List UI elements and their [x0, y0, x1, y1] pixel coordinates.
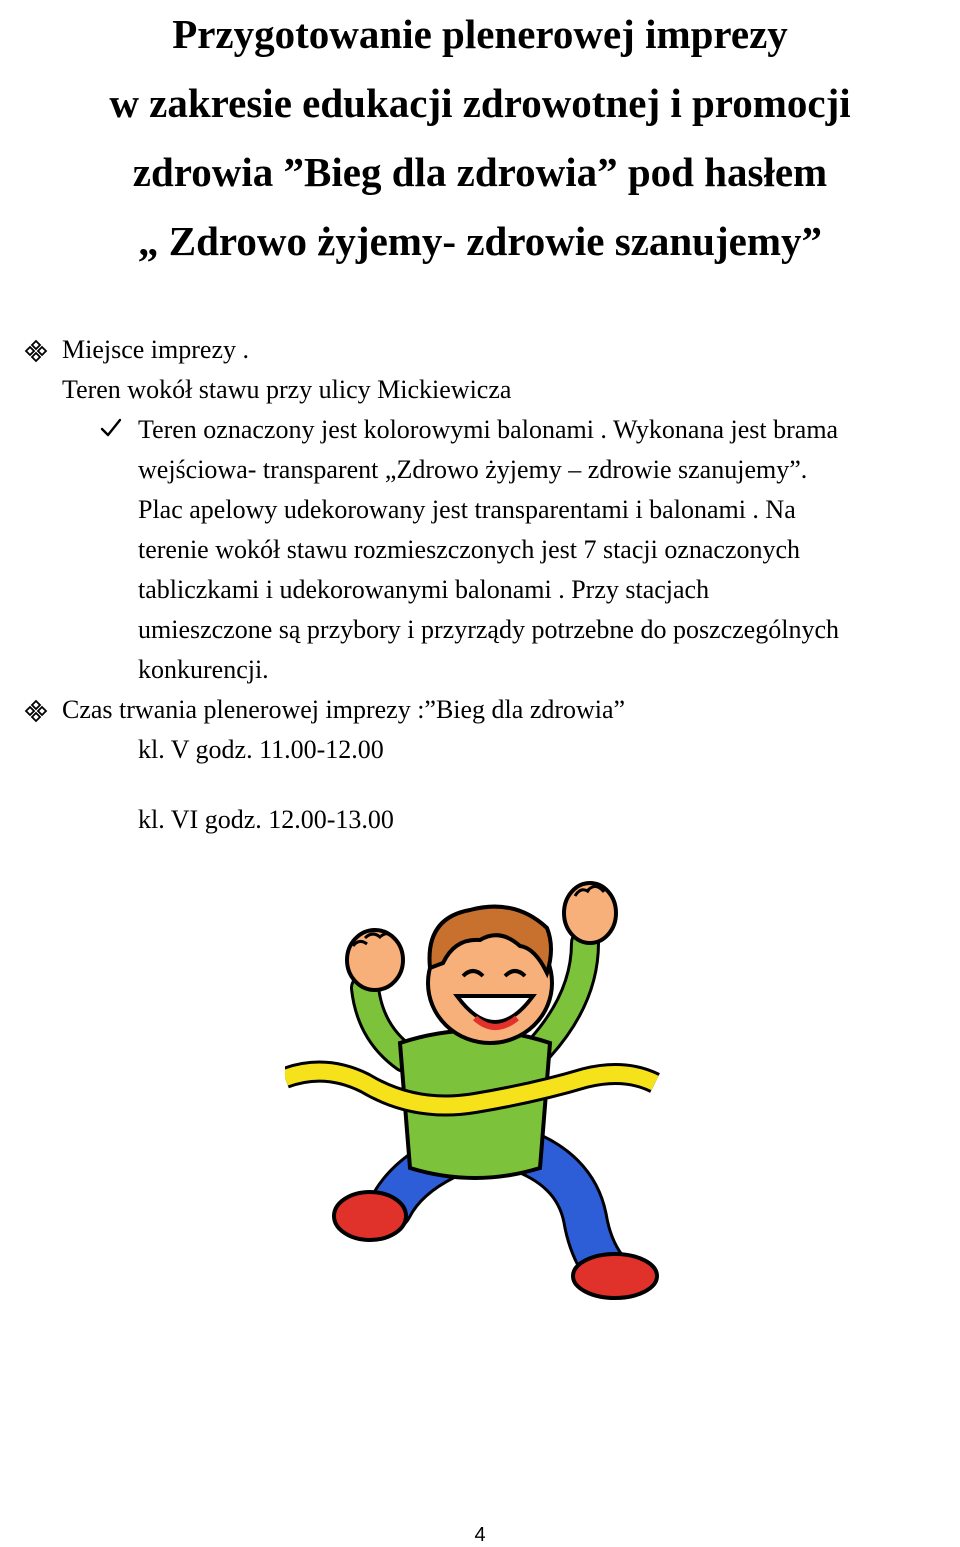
- schedule-item: kl. VI godz. 12.00-13.00: [138, 805, 394, 834]
- checkmark-icon: [100, 417, 122, 439]
- paragraph-line: umieszczone są przybory i przyrządy potrzebne do poszczególnych: [138, 615, 839, 644]
- paragraph-line: konkurencji.: [138, 655, 269, 684]
- paragraph-line: Plac apelowy udekorowany jest transparentami i balonami . Na: [138, 495, 796, 524]
- title-line: Przygotowanie plenerowej imprezy: [172, 11, 788, 57]
- title-line: „ Zdrowo żyjemy- zdrowie szanujemy”: [138, 218, 822, 264]
- diamond-bullet-icon: [24, 699, 48, 723]
- running-boy-finish-line-illustration: [285, 868, 675, 1308]
- title-line: w zakresie edukacji zdrowotnej i promocji: [109, 80, 851, 126]
- paragraph-line: terenie wokół stawu rozmieszczonych jest 7 stacji oznaczonych: [138, 535, 801, 564]
- paragraph-line: Teren oznaczony jest kolorowymi balonami . Wykonana jest brama: [138, 415, 839, 444]
- page-title: [0, 0, 960, 276]
- diamond-bullet-icon: [24, 339, 48, 363]
- location-text: Teren wokół stawu przy ulicy Mickiewicza: [62, 375, 512, 404]
- paragraph-line: tabliczkami i udekorowanymi balonami . Przy stacjach: [138, 575, 710, 604]
- paragraph-line: wejściowa- transparent „Zdrowo żyjemy – zdrowie szanujemy”.: [138, 455, 808, 484]
- page-number: 4: [474, 1524, 486, 1546]
- section-heading: Miejsce imprezy .: [62, 335, 249, 364]
- title-line: zdrowia ”Bieg dla zdrowia” pod hasłem: [132, 149, 828, 195]
- section-heading: Czas trwania plenerowej imprezy :”Bieg dla zdrowia”: [62, 695, 626, 724]
- schedule-item: kl. V godz. 11.00-12.00: [138, 735, 384, 764]
